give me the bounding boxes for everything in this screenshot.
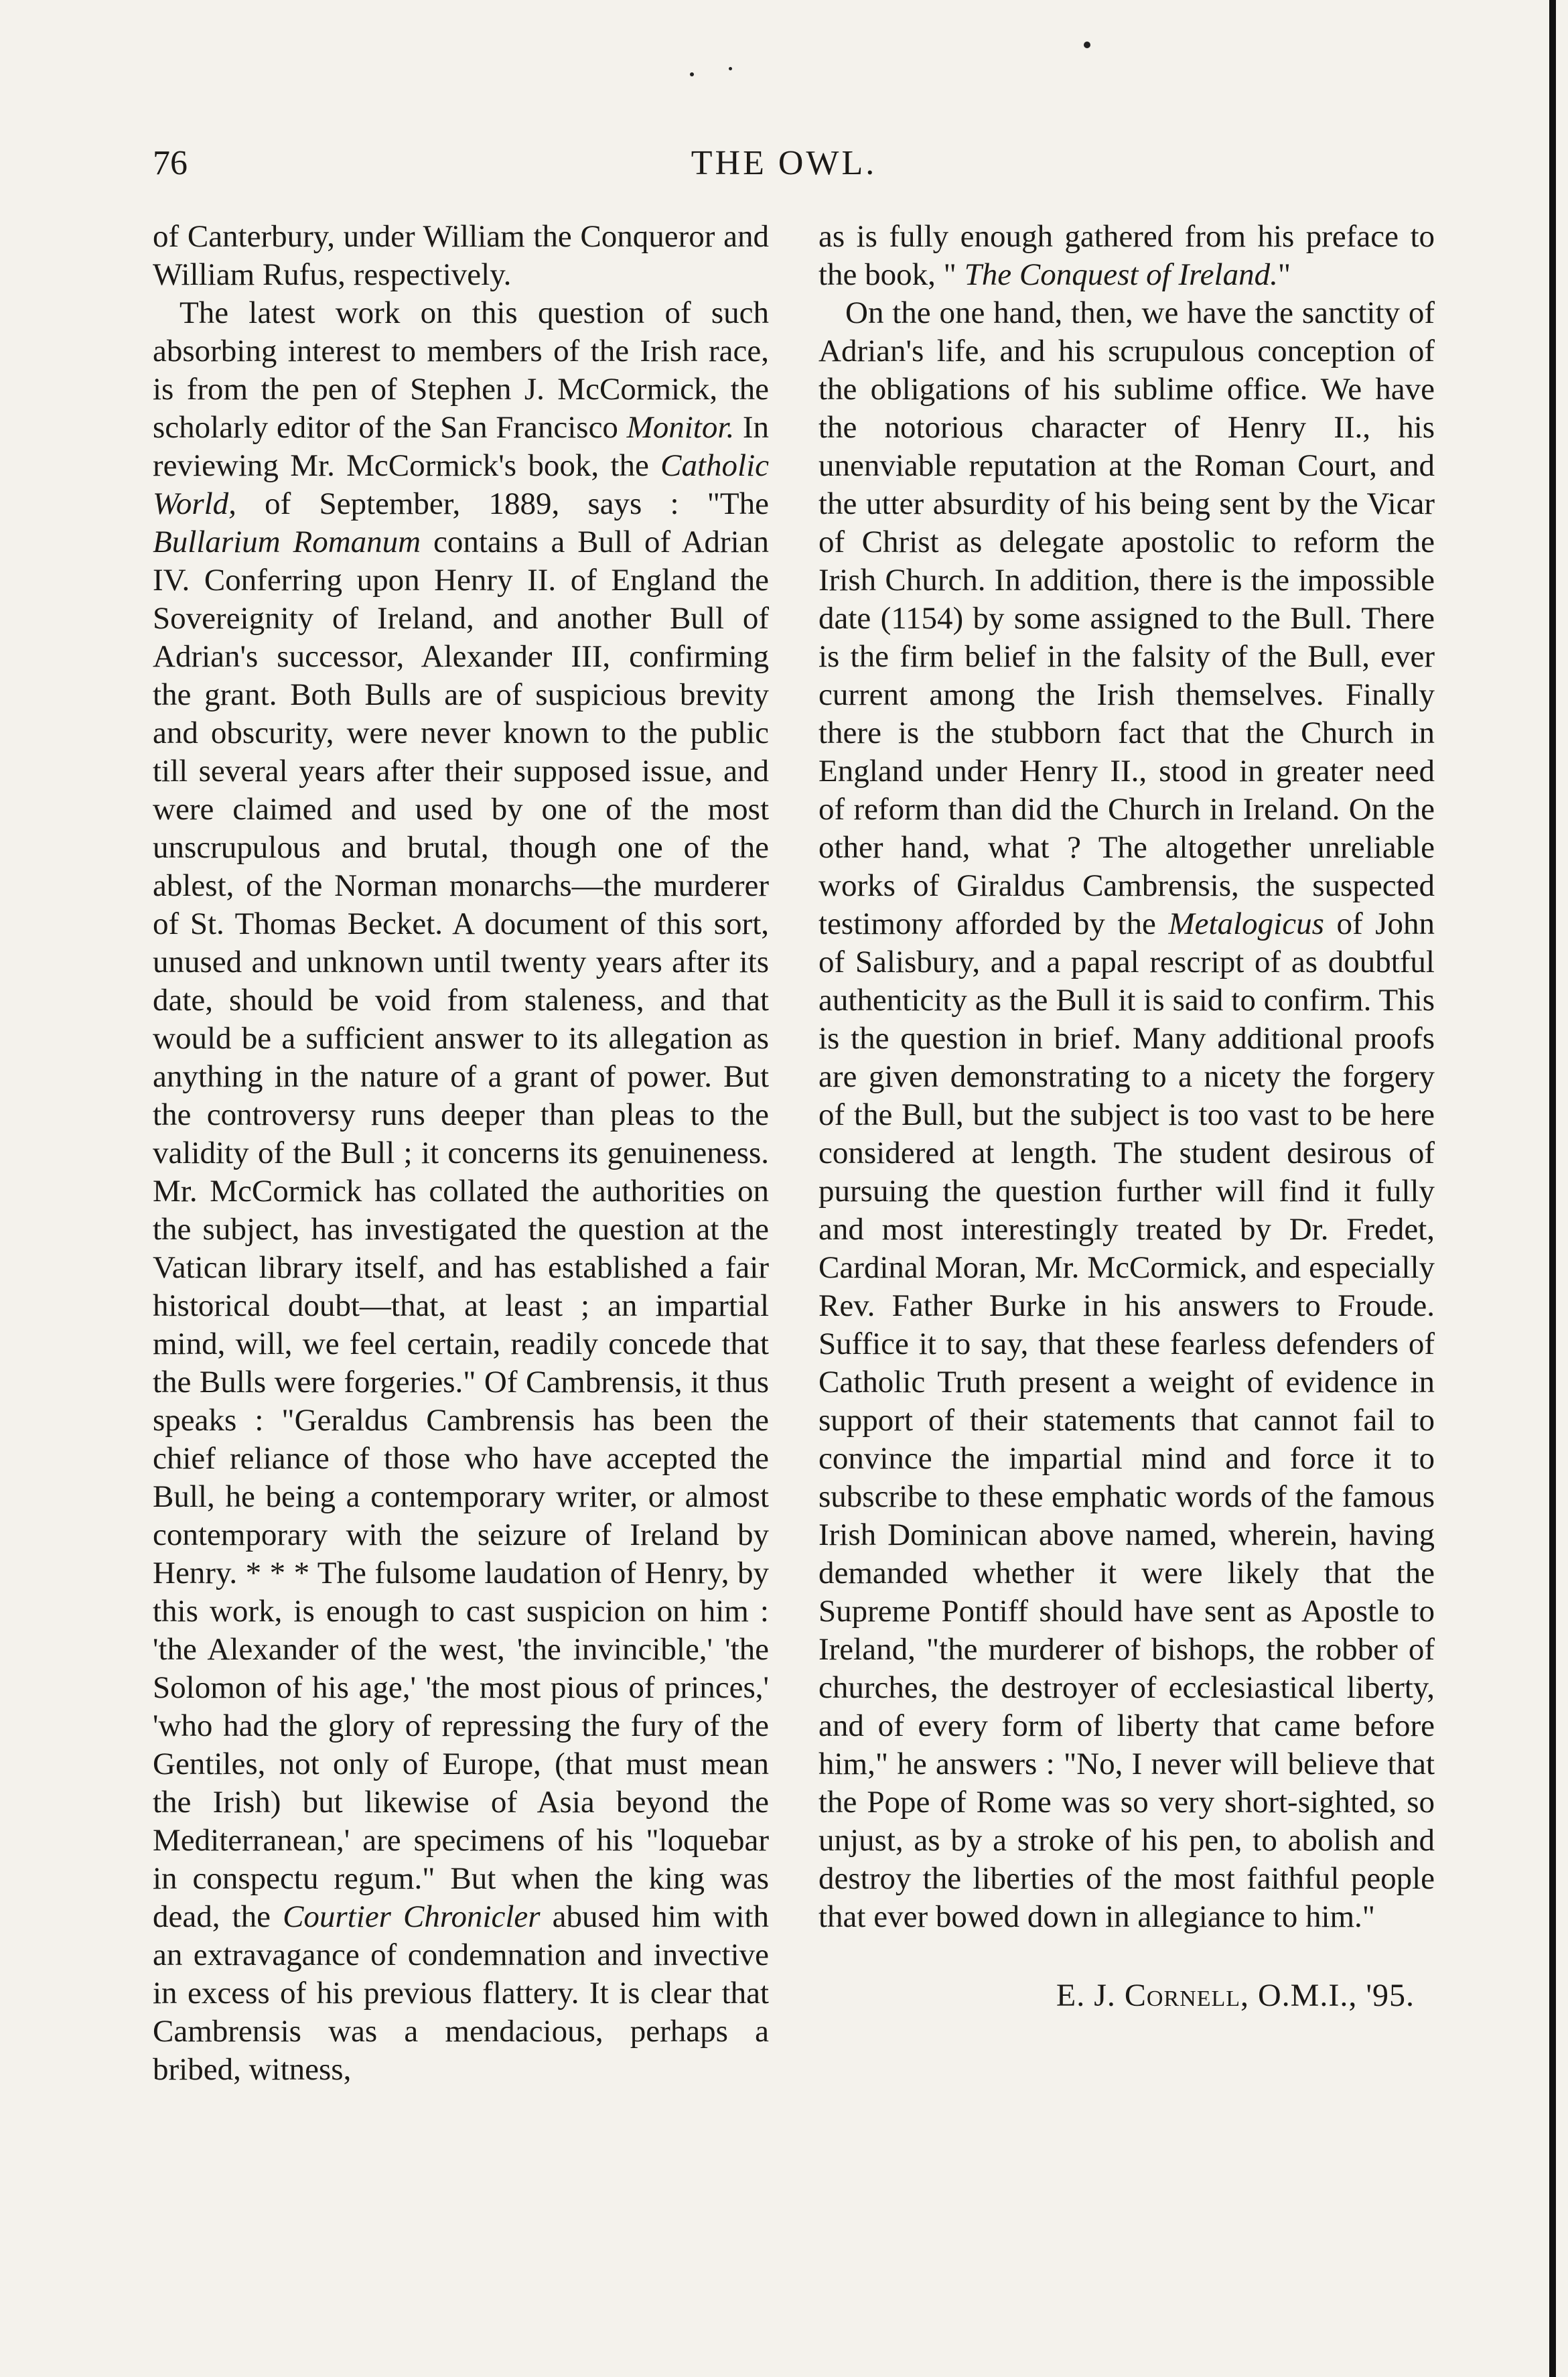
paragraph-text: In reviewing Mr. McCormick's book, the [153,410,770,483]
paragraph-text: contains a Bull of Adrian IV. Conferring upon Henry II. of England the Sovereignity of Ireland, and another Bull of Adrian's successor, Alexander III, confirming the grant. Both Bulls are of suspicious brevity and obscurity, were never known to the public till several years after their supposed issue, and were claimed and used by one of the most unscrupulous and brutal, though one of the ablest, of the Norman monarchs—the murderer of St. Thomas Becket. A document of this sort, unused and unknown until twenty years after its date, should be void from staleness, and that would be a sufficient answer to its allegation as anything in the nature of a grant of power. But the controversy runs deeper than pleas to the validity of the Bull ; it concerns its genuineness. Mr. McCormick has collated the authorities on the subject, has investigated the question at the Vatican library itself, and has established a fair historical doubt—that, at least ; an impartial mind, will, we feel certain, readily concede that the Bulls were forgeries." Of Cambrensis, it thus speaks : "Geraldus Cambrensis has been the chief reliance of those who have accepted the Bull, he being a contemporary writer, or almost contemporary with the seizure of Ireland by Henry. * * * The fulsome laudation of Henry, by this work, is enough to cast suspicion on him : 'the Alexander of the west, 'the invincible,' 'the Solomon of his age,' 'the most pious of princes,' 'who had the glory of repressing the fury of the Gentiles, not only of Europe, (that must mean the Irish) but likewise of Asia beyond the Mediterranean,' are specimens of his "loquebar in conspectu regum." But when the king was dead, the [153,525,769,1934]
right-column [818,218,1435,2015]
page-number: 76 [153,144,188,182]
paragraph [153,218,769,294]
paragraph-text: as is fully enough gathered from his preface to the book, " [818,219,1435,292]
ink-speck [1084,42,1090,48]
italic-title: Courtier Chronicler [283,1899,541,1934]
paragraph [818,294,1435,1936]
page-edge-shadow [1549,0,1556,2377]
author-signature [818,1976,1435,2015]
paragraph-text: On the one hand, then, we have the sanctity of Adrian's life, and his scrupulous conception of the obligations of his sublime office. We have the notorious character of Henry II., his unenviable reputation at the Roman Court, and the utter absurdity of his being sent by the Vicar of Christ as delegate apostolic to reform the Irish Church. In addition, there is the impossible date (1154) by some assigned to the Bull. There is the firm belief in the falsity of the Bull, ever current among the Irish themselves. Finally there is the stubborn fact that the Church in England under Henry II., stood in greater need of reform than did the Church in Ireland. On the other hand, what ? The altogether unreliable works of Giraldus Cambrensis, the suspected testimony afforded by the [818,295,1435,941]
paragraph-text: " [1277,257,1291,292]
paragraph-text: of John of Salisbury, and a papal rescript of as doubtful authenticity as the Bull it is said to confirm. This is the question in brief. Many additional proofs are given demonstrating to a nicety the forgery of the Bull, but the subject is too vast to be here considered at length. The student desirous of pursuing the question further will find it fully and most interestingly treated by Dr. Fredet, Cardinal Moran, Mr. McCormick, and especially Rev. Father Burke in his answers to Froude. Suffice it to say, that these fearless defenders of Catholic Truth present a weight of evidence in support of their statements that cannot fail to convince the impartial mind and force it to subscribe to these emphatic words of the famous Irish Dominican above named, wherein, having demanded whether it were likely that the Supreme Pontiff should have sent as Apostle to Ireland, "the murderer of bishops, the robber of churches, the destroyer of ecclesiastical liberty, and of every form of liberty that came before him," he answers : "No, I never will believe that the Pope of Rome was so very short-sighted, so unjust, as by a stroke of his pen, to abolish and destroy the liberties of the most faithful people that ever bowed down in allegiance to him." [818,906,1435,1934]
paragraph [153,294,769,2089]
signature-name: Cornell [1124,1978,1241,2013]
ink-speck [729,67,732,70]
signature-initials: E. J. [1056,1978,1125,2013]
running-title: THE OWL. [691,144,877,182]
italic-title: Catholic World, [153,448,769,521]
ink-speck [690,72,694,76]
italic-title: The Conquest of Ireland. [964,257,1278,292]
paragraph-text: of Canterbury, under William the Conqueror and William Rufus, respectively. [153,219,769,292]
italic-title: Bullarium Romanum [153,525,421,559]
paragraph-text: abused him with an extravagance of condemnation and invective in excess of his previous flattery. It is clear that Cambrensis was a mendacious, perhaps a bribed, witness, [153,1899,770,2087]
paragraph [818,218,1435,294]
italic-title: Metalogicus [1168,906,1324,941]
italic-title: Monitor. [626,410,735,445]
left-column [153,218,769,2089]
signature-suffix: , O.M.I., '95. [1240,1978,1415,2013]
paragraph-text: of September, 1889, says : "The [236,486,769,521]
paragraph-text: The latest work on this question of such absorbing interest to members of the Irish race, is from the pen of Stephen J. McCormick, the scholarly editor of the San Francisco [153,295,769,445]
